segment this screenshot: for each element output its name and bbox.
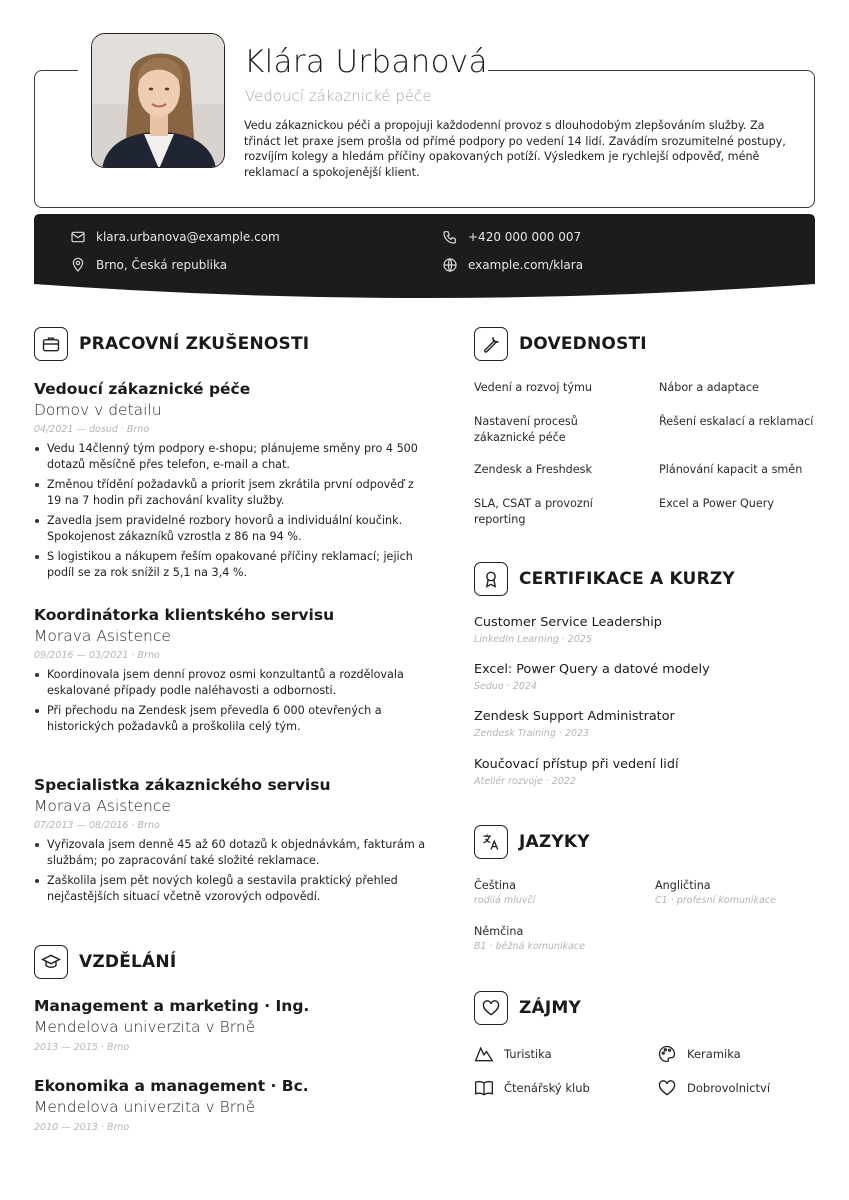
job-entry <box>34 380 429 585</box>
experience-section-title: PRACOVNÍ ZKUŠENOSTI <box>79 334 310 354</box>
certification-issuer: LinkedIn Learning · 2025 <box>474 634 592 645</box>
education-dates: 2013 — 2015 · Brno <box>34 1042 130 1053</box>
job-bullet: Koordinovala jsem denní provoz osmi konzultantů a rozdělovala eskalované případy podle naléhavosti a odbornosti. <box>34 667 429 699</box>
certification-entry <box>474 615 814 645</box>
graduation-cap-icon <box>34 945 68 979</box>
certification-title: Excel: Power Query a datové modely <box>474 662 710 677</box>
languages-section-header <box>474 825 590 859</box>
certification-issuer: Seduo · 2024 <box>474 681 537 692</box>
award-ribbon-icon <box>474 562 508 596</box>
job-title: Vedoucí zákaznické péče <box>34 380 251 398</box>
job-achievements <box>34 667 429 735</box>
phone-icon <box>442 229 458 245</box>
heart-icon <box>657 1078 677 1098</box>
job-title: Koordinátorka klientského servisu <box>34 606 335 624</box>
contact-website-text: example.com/klara <box>468 258 584 272</box>
certification-issuer: Zendesk Training · 2023 <box>474 728 590 739</box>
heart-icon <box>474 991 508 1025</box>
wrench-icon <box>474 327 508 361</box>
job-bullet: Při přechodu na Zendesk jsem převedla 6 000 otevřených a historických požadavků a proškolila celý tým. <box>34 703 429 735</box>
languages-section-title: JAZYKY <box>519 832 590 852</box>
job-dates: 07/2013 — 08/2016 · Brno <box>34 820 160 831</box>
skill-item: Vedení a rozvoj týmu <box>474 381 593 394</box>
job-entry <box>34 606 429 739</box>
interest-item <box>657 1044 741 1064</box>
language-entry <box>474 925 585 952</box>
education-degree: Management a marketing · Ing. <box>34 997 310 1015</box>
language-level: rodilá mluvčí <box>474 895 536 906</box>
job-bullet: S logistikou a nákupem řeším opakované příčiny reklamací; jejich podíl se za rok snížil z 5,1 na 3,4 %. <box>34 549 429 581</box>
certification-entry <box>474 757 814 787</box>
job-bullet: Změnou třídění požadavků a priorit jsem zkrátila první odpověď z 19 na 7 hodin při zachování kvality služby. <box>34 477 429 509</box>
certification-entry <box>474 709 814 739</box>
skill-item: Zendesk a Freshdesk <box>474 463 592 476</box>
candidate-role: Vedoucí zákaznické péče <box>245 87 432 105</box>
interests-section-header <box>474 991 581 1025</box>
book-icon <box>474 1078 494 1098</box>
education-entry <box>34 997 429 1053</box>
interest-item <box>657 1078 770 1098</box>
language-name: Němčina <box>474 925 524 938</box>
translate-icon <box>474 825 508 859</box>
certifications-section-title: CERTIFIKACE A KURZY <box>519 569 735 589</box>
education-entry <box>34 1077 429 1133</box>
mountain-icon <box>474 1044 494 1064</box>
certification-title: Zendesk Support Administrator <box>474 709 675 724</box>
language-name: Angličtina <box>655 879 711 892</box>
interest-label: Dobrovolnictví <box>687 1081 771 1095</box>
briefcase-icon <box>34 327 68 361</box>
job-title: Specialistka zákaznického servisu <box>34 776 331 794</box>
certification-entry <box>474 662 814 692</box>
skills-section-header <box>474 327 647 361</box>
globe-icon <box>442 257 458 273</box>
education-section-header <box>34 945 176 979</box>
contact-email-text: klara.urbanova@example.com <box>96 230 280 244</box>
job-company: Morava Asistence <box>34 627 171 645</box>
experience-section-header <box>34 327 309 361</box>
interest-item <box>474 1078 590 1098</box>
skill-item: Řešení eskalací a reklamací <box>659 415 814 428</box>
certification-issuer: Ateliér rozvoje · 2022 <box>474 776 576 787</box>
job-bullet: Zaškolila jsem pět nových kolegů a sestavila praktický přehled nejčastějších situací včetně vzorových odpovědí. <box>34 873 429 905</box>
language-level: B1 · běžná komunikace <box>474 941 585 952</box>
interest-label: Turistika <box>504 1047 552 1061</box>
certification-title: Koučovací přístup při vedení lidí <box>474 757 679 772</box>
contact-bar <box>34 214 815 300</box>
education-degree: Ekonomika a management · Bc. <box>34 1077 309 1095</box>
interest-item <box>474 1044 552 1064</box>
job-dates: 09/2016 — 03/2021 · Brno <box>34 650 160 661</box>
education-dates: 2010 — 2013 · Brno <box>34 1122 130 1133</box>
education-school: Mendelova univerzita v Brně <box>34 1018 256 1036</box>
skills-section-title: DOVEDNOSTI <box>519 334 647 354</box>
language-level: C1 · profesní komunikace <box>655 895 776 906</box>
language-name: Čeština <box>474 879 516 892</box>
contact-location-text: Brno, Česká republika <box>96 258 228 272</box>
interests-section-title: ZÁJMY <box>519 998 582 1018</box>
contact-location <box>70 257 227 273</box>
interest-label: Čtenářský klub <box>504 1081 590 1095</box>
certifications-section-header <box>474 562 735 596</box>
contact-website[interactable] <box>442 257 583 273</box>
mail-icon <box>70 229 86 245</box>
skill-item: Excel a Power Query <box>659 497 774 510</box>
job-bullet: Vedu 14členný tým podpory e-shopu; plánujeme směny pro 4 500 dotazů měsíčně přes telefon, e-mail a chat. <box>34 441 429 473</box>
palette-icon <box>657 1044 677 1064</box>
contact-phone[interactable] <box>442 229 581 245</box>
education-section-title: VZDĚLÁNÍ <box>79 952 177 972</box>
profile-photo-illustration <box>92 34 225 168</box>
interest-label: Keramika <box>687 1047 741 1061</box>
language-entry <box>474 879 535 906</box>
job-company: Domov v detailu <box>34 401 162 419</box>
contact-email[interactable] <box>70 229 280 245</box>
profile-photo <box>91 33 225 168</box>
job-achievements <box>34 441 429 581</box>
job-achievements <box>34 837 429 905</box>
language-entry <box>655 879 776 906</box>
job-bullet: Zavedla jsem pravidelné rozbory hovorů a individuální koučink. Spokojenost zákazníků vzrostla z 86 na 94 %. <box>34 513 429 545</box>
skill-item: Nábor a adaptace <box>659 381 759 394</box>
skill-item: Plánování kapacit a směn <box>659 463 803 476</box>
profile-summary: Vedu zákaznickou péči a propojuji každodenní provoz s dlouhodobým zlepšováním služby. Za třináct let praxe jsem prošla od přímé podpory po vedení 14 lidí. Zavádím srozumitelné postupy, rozvíjím kolegy a hledám příčiny opakovaných potíží. Výsledkem je rychlejší odpověď, méně reklamací a spokojenější klient. <box>244 119 786 179</box>
job-company: Morava Asistence <box>34 797 171 815</box>
education-school: Mendelova univerzita v Brně <box>34 1098 256 1116</box>
location-pin-icon <box>70 257 86 273</box>
certification-title: Customer Service Leadership <box>474 615 662 630</box>
job-bullet: Vyřizovala jsem denně 45 až 60 dotazů k objednávkám, fakturám a službám; po zapracování také složité reklamace. <box>34 837 429 869</box>
skill-item: SLA, CSAT a provozní reporting <box>474 497 593 526</box>
contact-phone-text: +420 000 000 007 <box>468 230 582 244</box>
skill-item: Nastavení procesů zákaznické péče <box>474 415 578 444</box>
job-dates: 04/2021 — dosud · Brno <box>34 424 150 435</box>
candidate-name: Klára Urbanová <box>244 44 488 80</box>
job-entry <box>34 776 429 909</box>
